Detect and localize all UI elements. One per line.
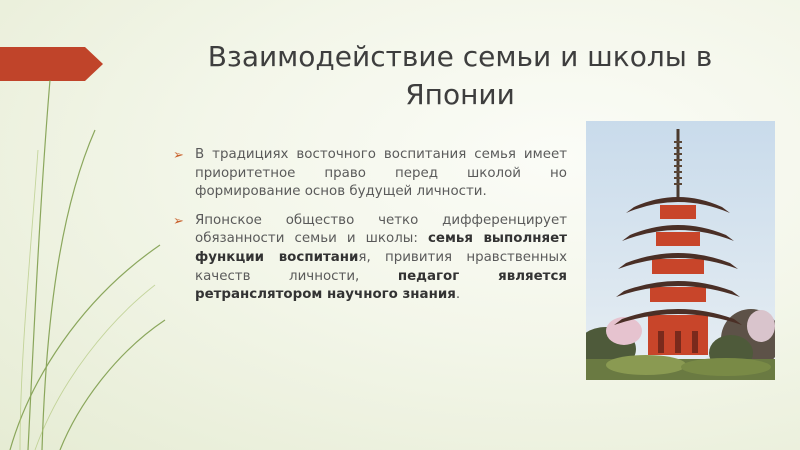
title-ribbon [0,47,103,81]
slide-title: Взаимодействие семьи и школы в Японии [207,40,713,111]
bullet-text-bold: семья выполняет функции воспитани [195,231,567,265]
pagoda-photo [586,121,775,380]
bullet-text: . [455,287,461,303]
bullet-text: В традициях восточного воспитания семья имеет приоритетное право перед школой но формирование основ будущей личности. [195,147,567,200]
bullet-item [173,146,567,202]
deco-line [42,130,95,450]
bullet-item [173,212,567,305]
deco-line [10,245,160,450]
bullet-text: Японское общество четко дифференцирует обязанности семьи и школы: [195,212,567,247]
deco-line [35,285,155,450]
arrow-bullet-icon: ➢ [173,213,184,229]
bullet-list [173,146,567,305]
arrow-bullet-icon: ➢ [173,148,184,163]
bullet-text-bold: педагог является ретранслятором научного знания [195,268,567,303]
bullet-text: я, привития нравственных качеств личности, [195,249,567,284]
deco-line [60,320,165,450]
